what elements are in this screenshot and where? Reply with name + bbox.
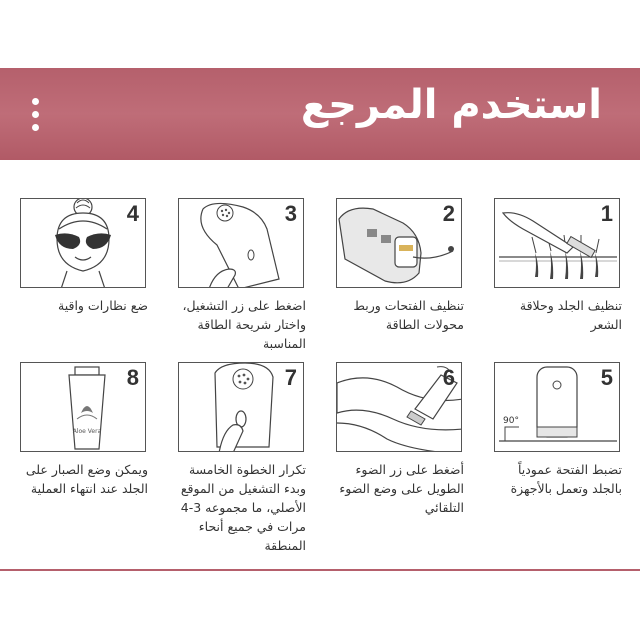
step-number: 5	[600, 365, 613, 390]
step-card-4	[20, 198, 146, 288]
step-card-3	[178, 198, 304, 288]
step-caption-7: تكرار الخطوة الخامسة وبدء التشغيل من الموقع الأصلي، ما مجموعه 3-4 مرات في جميع أنحاء المنطقة	[180, 462, 306, 553]
step-card-2	[336, 198, 462, 288]
step-number: 1	[600, 201, 613, 226]
step-number: 3	[284, 201, 297, 226]
step-card-6	[336, 362, 462, 452]
step-caption-4: ضع نظارات واقية	[58, 298, 148, 313]
step-caption-3: اضغط على زر التشغيل، واختار شريحة الطاقة المناسبة	[182, 298, 306, 351]
angle-label: 90°	[503, 416, 519, 426]
more-vertical-icon[interactable]	[30, 98, 42, 138]
step-caption-8: ويمكن وضع الصبار على الجلد عند انتهاء العملية	[25, 462, 148, 496]
step-number: 6	[442, 365, 455, 390]
step-number: 8	[126, 365, 139, 390]
step-number: 4	[126, 201, 139, 226]
step-number: 7	[284, 365, 297, 390]
page-title: استخدم المرجع	[300, 82, 602, 128]
step-card-1	[494, 198, 620, 288]
bottom-divider	[0, 569, 640, 571]
step-caption-2: تنظيف الفتحات وربط محولات الطاقة	[353, 298, 464, 332]
step-card-5	[494, 362, 620, 452]
step-card-8	[20, 362, 146, 452]
header-banner	[0, 68, 640, 160]
step-card-7	[178, 362, 304, 452]
step-caption-5: تضبط الفتحة عمودياً بالجلد وتعمل بالأجهزة	[510, 462, 622, 496]
step-caption-1: تنظيف الجلد وحلاقة الشعر	[519, 298, 622, 332]
tube-label: Aloe Vera	[72, 428, 102, 435]
step-number: 2	[442, 201, 455, 226]
step-caption-6: أضغط على زر الضوء الطويل على وضع الضوء التلقائي	[339, 462, 464, 515]
